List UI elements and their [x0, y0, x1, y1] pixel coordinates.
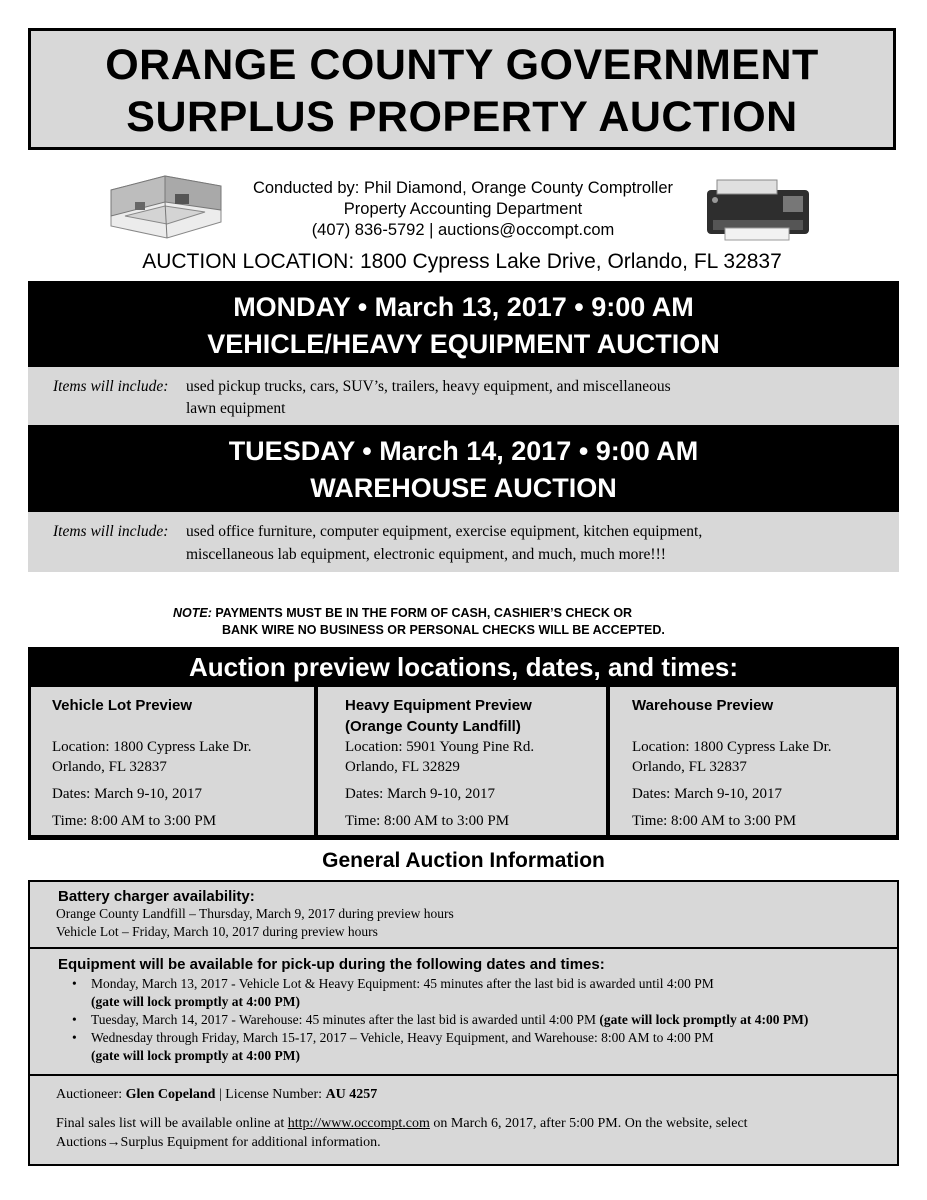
pickup-list [58, 975, 897, 1065]
battery-heading: Battery charger availability: [58, 888, 255, 905]
preview-subtitle: (Orange County Landfill) [345, 718, 521, 735]
preview-time: Time: 8:00 AM to 3:00 PM [632, 813, 797, 829]
tuesday-items-line-1: used office furniture, computer equipment, exercise equipment, kitchen equipment, [186, 523, 703, 540]
title-line-2: SURPLUS PROPERTY AUCTION [126, 93, 798, 141]
pickup-item [58, 1011, 897, 1029]
tuesday-items [28, 512, 899, 572]
monday-date: MONDAY • March 13, 2017 • 9:00 AM [233, 292, 694, 322]
conducted-line-1: Conducted by: Phil Diamond, Orange County Comptroller [252, 179, 674, 197]
battery-section [30, 882, 897, 949]
preview-title: Vehicle Lot Preview [52, 697, 193, 714]
tuesday-auction-name: WAREHOUSE AUCTION [310, 473, 617, 503]
auctioneer-label: Auctioneer: [56, 1087, 126, 1102]
preview-box [28, 647, 899, 840]
general-info-heading: General Auction Information [322, 849, 605, 872]
final-sales-text: Final sales list will be available online at [56, 1116, 288, 1131]
license-label: | License Number: [215, 1087, 326, 1102]
final-sales-info [56, 1114, 897, 1152]
preview-title: Warehouse Preview [632, 697, 774, 714]
payment-note [28, 605, 899, 639]
final-sales-text-3: Auctions→Surplus Equipment for additional information. [56, 1135, 381, 1150]
monday-items-line-1: used pickup trucks, cars, SUV’s, trailers, heavy equipment, and miscellaneous [186, 378, 671, 395]
printer-image [703, 172, 813, 244]
note-label: NOTE: [173, 606, 212, 620]
tuesday-items-lead: Items will include: [53, 523, 169, 540]
preview-location-line-2: Orlando, FL 32837 [632, 759, 747, 775]
note-line-1: PAYMENTS MUST BE IN THE FORM OF CASH, CASHIER’S CHECK OR [215, 606, 633, 620]
occompt-link[interactable]: http://www.occompt.com [287, 1116, 430, 1131]
pickup-item [58, 975, 897, 1011]
preview-dates: Dates: March 9-10, 2017 [345, 786, 495, 802]
monday-items [28, 367, 899, 425]
pickup-heading: Equipment will be available for pick-up during the following dates and times: [58, 956, 605, 973]
preview-subtitle [52, 716, 314, 737]
auctioneer-section [30, 1076, 897, 1164]
monday-banner [28, 281, 899, 367]
title-box [28, 28, 896, 150]
pickup-item-text: Wednesday through Friday, March 15-17, 2017 – Vehicle, Heavy Equipment, and Warehouse: 8:00 AM to 4:00 PM [91, 1030, 714, 1045]
preview-title: Heavy Equipment Preview [345, 697, 532, 714]
preview-column-heavy-equipment [318, 687, 606, 835]
preview-subtitle [632, 716, 896, 737]
monday-auction-name: VEHICLE/HEAVY EQUIPMENT AUCTION [207, 329, 720, 359]
auctioneer-name: Glen Copeland [125, 1087, 216, 1102]
monday-items-lead: Items will include: [53, 378, 169, 395]
tuesday-items-line-2: miscellaneous lab equipment, electronic equipment, and much, much more!!! [186, 546, 666, 563]
preview-dates: Dates: March 9-10, 2017 [52, 786, 202, 802]
preview-dates: Dates: March 9-10, 2017 [632, 786, 782, 802]
pickup-item-gate: (gate will lock promptly at 4:00 PM) [91, 1048, 300, 1063]
tuesday-banner [28, 425, 899, 512]
auctioneer-line [56, 1085, 897, 1104]
preview-column-warehouse [610, 687, 896, 835]
preview-heading: Auction preview locations, dates, and times: [188, 652, 738, 682]
pickup-item-text: Tuesday, March 14, 2017 - Warehouse: 45 minutes after the last bid is awarded until 4:00 PM [91, 1012, 600, 1027]
general-info-box [28, 880, 899, 1166]
pickup-section [30, 949, 897, 1076]
pickup-item [58, 1029, 897, 1065]
tuesday-date: TUESDAY • March 14, 2017 • 9:00 AM [228, 436, 699, 466]
preview-column-vehicle [31, 687, 314, 835]
pickup-item-text: Monday, March 13, 2017 - Vehicle Lot & Heavy Equipment: 45 minutes after the last bid is awarded until 4:00 PM [91, 976, 714, 991]
pickup-item-gate: (gate will lock promptly at 4:00 PM) [91, 994, 300, 1009]
pickup-item-gate: (gate will lock promptly at 4:00 PM) [599, 1012, 809, 1027]
license-number: AU 4257 [325, 1087, 378, 1102]
conducted-by [230, 178, 696, 241]
preview-time: Time: 8:00 AM to 3:00 PM [52, 813, 217, 829]
final-sales-text-2: on March 6, 2017, after 5:00 PM. On the website, select [429, 1116, 748, 1131]
monday-items-line-2: lawn equipment [186, 400, 286, 417]
auction-location: AUCTION LOCATION: 1800 Cypress Lake Drive, Orlando, FL 32837 [142, 250, 782, 273]
conducted-line-2: Property Accounting Department [343, 200, 583, 218]
preview-location-line-1: Location: 1800 Cypress Lake Dr. [632, 739, 832, 755]
office-cubicle-image [105, 172, 223, 240]
title-line-1: ORANGE COUNTY GOVERNMENT [105, 41, 819, 89]
preview-location-line-2: Orlando, FL 32837 [52, 759, 167, 775]
preview-location-line-2: Orlando, FL 32829 [345, 759, 460, 775]
note-line-2: BANK WIRE NO BUSINESS OR PERSONAL CHECKS WILL BE ACCEPTED. [222, 623, 665, 637]
battery-line-1: Orange County Landfill – Thursday, March 9, 2017 during preview hours [56, 906, 454, 921]
preview-location-line-1: Location: 5901 Young Pine Rd. [345, 739, 535, 755]
preview-location-line-1: Location: 1800 Cypress Lake Dr. [52, 739, 252, 755]
battery-line-2: Vehicle Lot – Friday, March 10, 2017 during preview hours [56, 924, 378, 939]
conducted-line-3: (407) 836-5792 | auctions@occompt.com [311, 221, 615, 239]
preview-time: Time: 8:00 AM to 3:00 PM [345, 813, 510, 829]
